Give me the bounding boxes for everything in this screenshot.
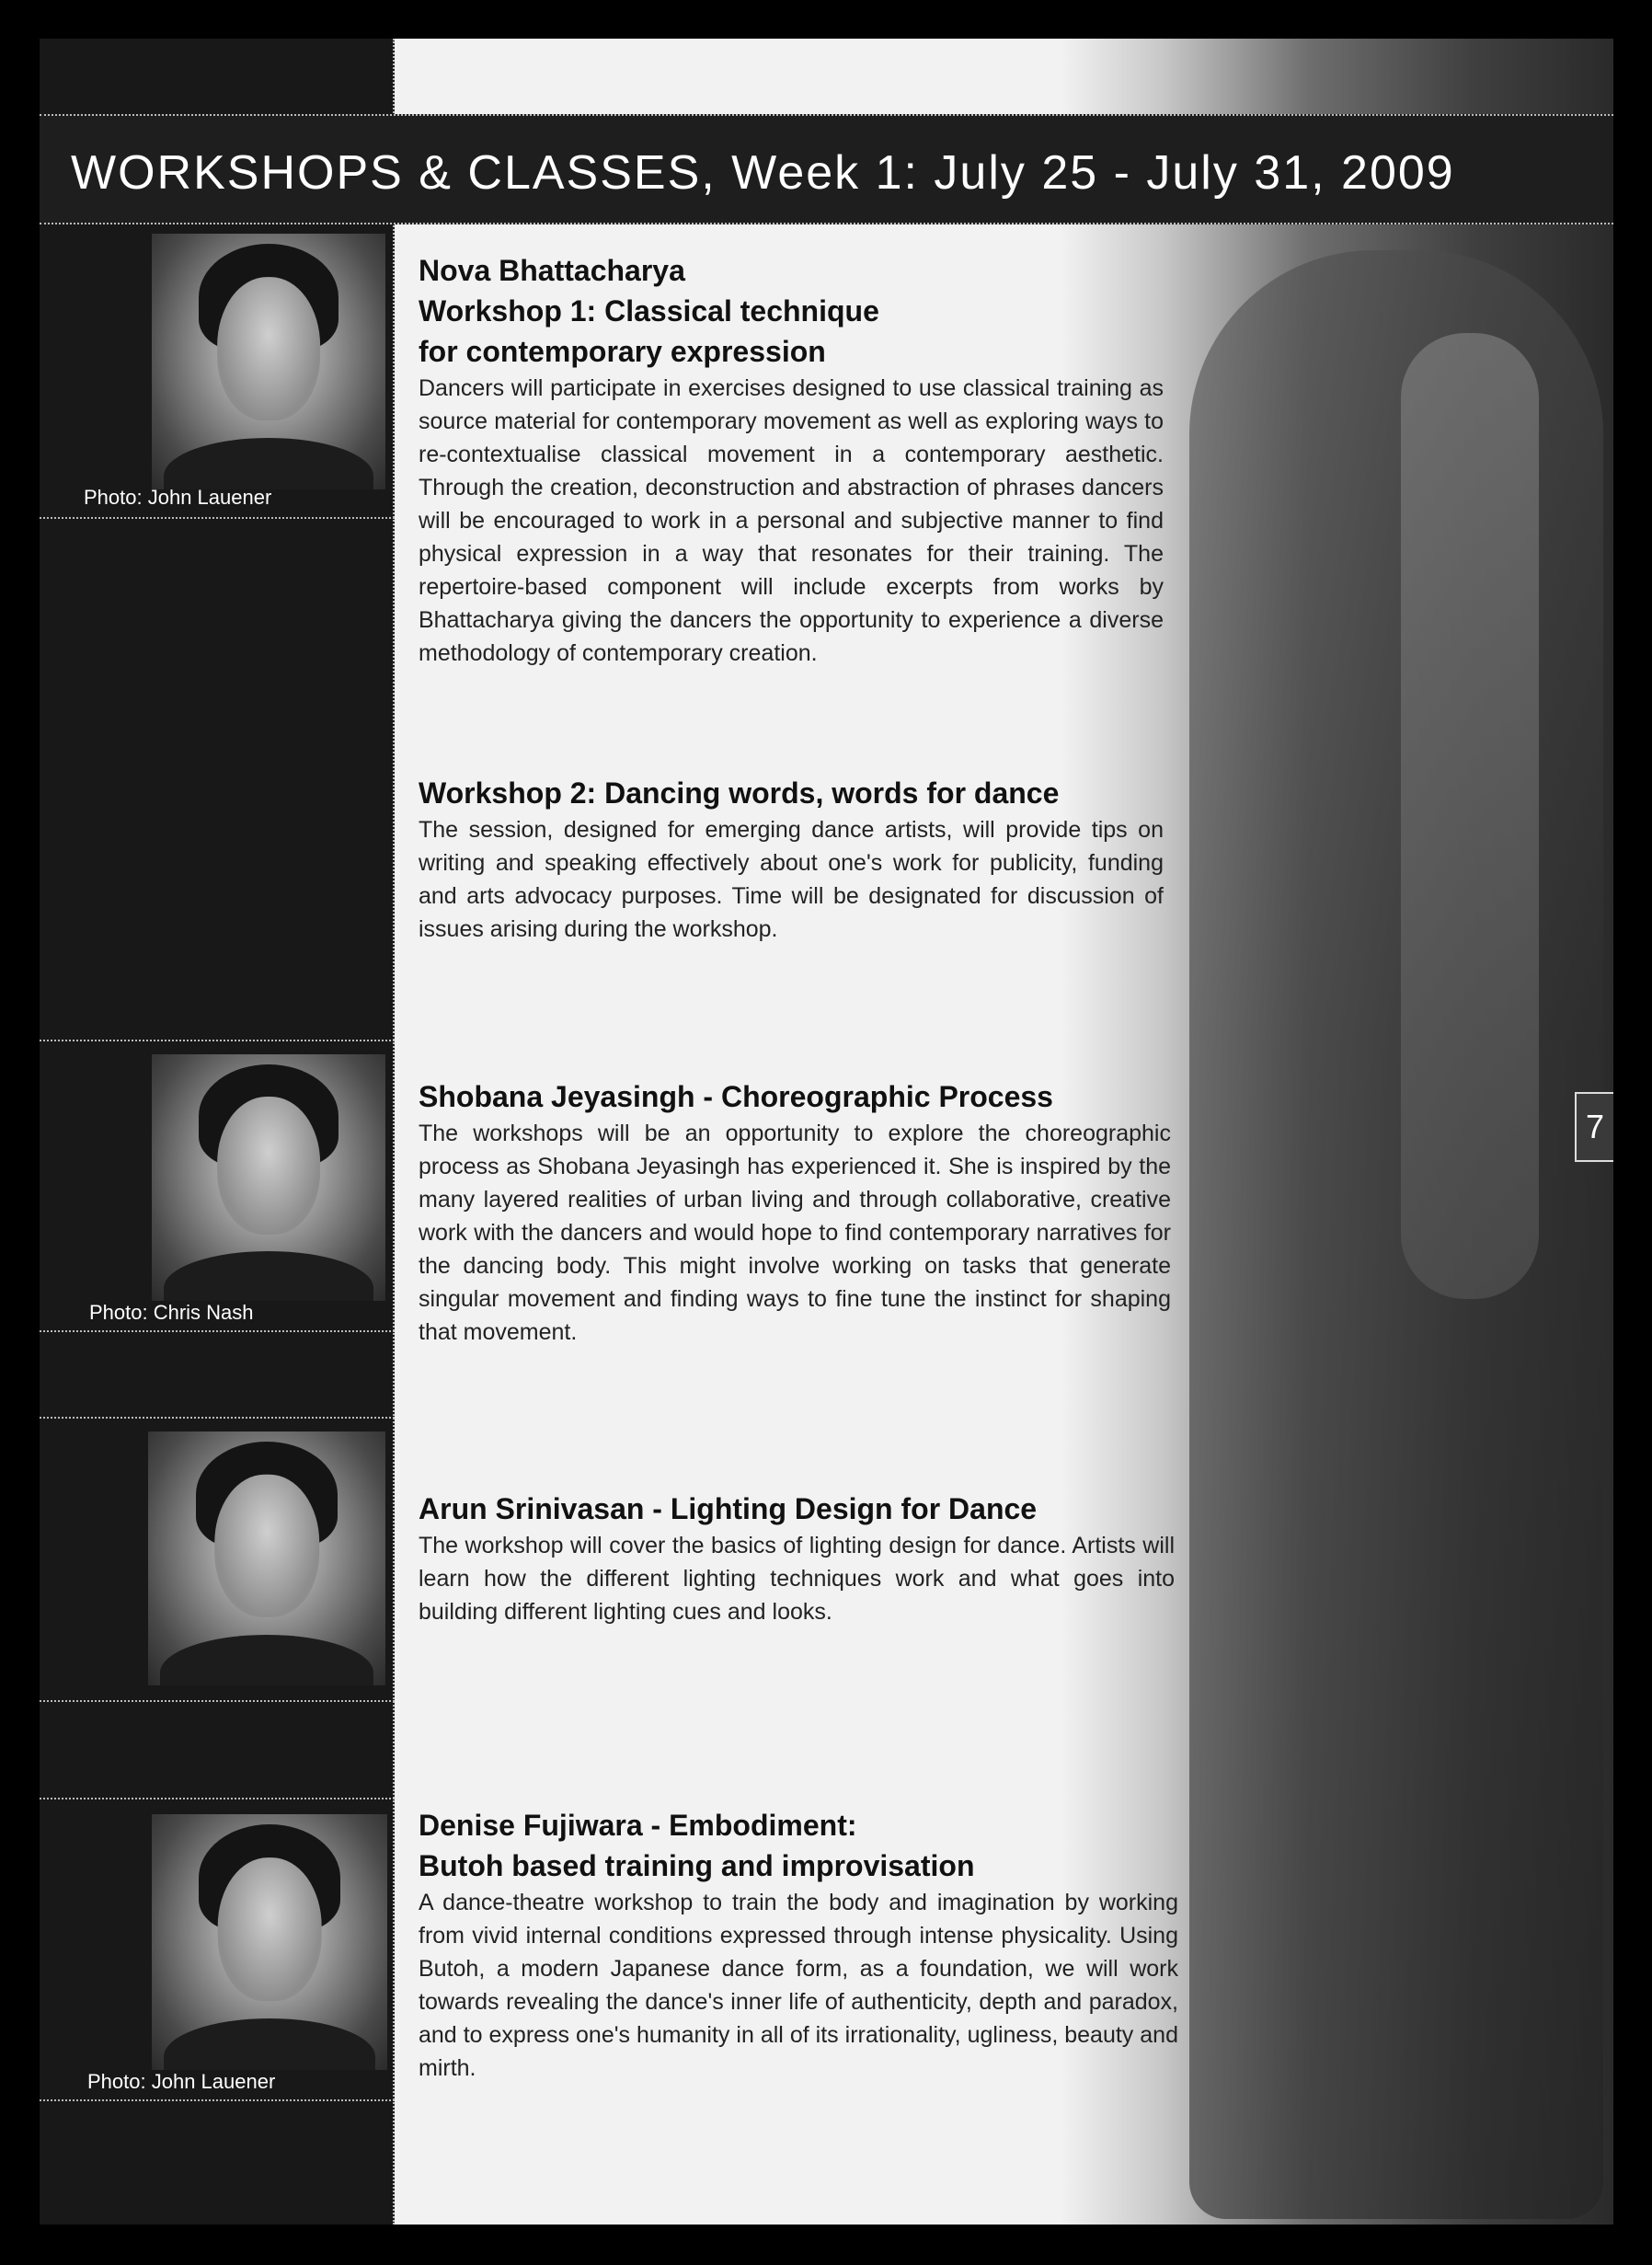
- section-shobana: [419, 1076, 1171, 1349]
- section-denise: [419, 1805, 1178, 2085]
- section-body: A dance-theatre workshop to train the body and imagination by working from vivid internal conditions expressed through intense physicality. Using Butoh, a modern Japanese dance form, as a foundation, we will work towards revealing the dance's inner life of authenticity, depth and paradox, and to express one's humanity in all of its irrationality, ugliness, beauty and mirth.: [419, 1890, 1178, 2081]
- section-body: The workshop will cover the basics of lighting design for dance. Artists will learn how the different lighting techniques work and what goes into building different lighting cues and looks.: [419, 1533, 1175, 1625]
- dancer-figure: [1189, 250, 1603, 2219]
- section-title-line1: Denise Fujiwara - Embodiment:: [419, 1809, 857, 1842]
- section-body: Dancers will participate in exercises designed to use classical training as source material for contemporary movement as well as exploring ways to re-contextualise classical movement in a contemporary aesthetic. Through the creation, deconstruction and abstraction of phrases dancers will be encouraged to work in a personal and subjective manner to find physical expression in a way that resonates for their training. The repertoire-based component will include excerpts from works by Bhattacharya giving the dancers the opportunity to experience a diverse methodology of contemporary creation.: [419, 375, 1164, 666]
- portrait-shoulders: [160, 1635, 373, 1685]
- section-title: Arun Srinivasan - Lighting Design for Dance: [419, 1492, 1038, 1525]
- section-title-line1: Workshop 1: Classical technique: [419, 294, 879, 328]
- photo-credit-nova: Photo: John Lauener: [84, 486, 272, 509]
- divider: [40, 1040, 395, 1041]
- divider: [40, 1798, 395, 1799]
- section-title: Shobana Jeyasingh - Choreographic Process: [419, 1080, 1053, 1113]
- section-title: Workshop 2: Dancing words, words for dance: [419, 776, 1060, 810]
- section-nova-workshop-2: [419, 773, 1164, 946]
- section-arun: [419, 1489, 1175, 1628]
- section-title-line2: for contemporary expression: [419, 335, 826, 368]
- portrait-face: [217, 277, 320, 420]
- dancer-arm: [1401, 333, 1539, 1299]
- photo-credit-shobana: Photo: Chris Nash: [89, 1301, 254, 1324]
- page-title: WORKSHOPS & CLASSES, Week 1: July 25 - July 31, 2009: [71, 146, 1455, 200]
- portrait-face: [218, 1857, 322, 2001]
- portrait-nova-bhattacharya: [152, 234, 385, 489]
- portrait-face: [214, 1475, 319, 1617]
- portrait-shoulders: [164, 2018, 375, 2070]
- portrait-denise-fujiwara: [152, 1814, 387, 2070]
- brochure-page: [40, 39, 1613, 2225]
- divider: [40, 1330, 395, 1332]
- page-number: 7: [1575, 1092, 1613, 1162]
- section-name: Nova Bhattacharya: [419, 254, 685, 287]
- portrait-shoulders: [164, 438, 374, 489]
- divider: [40, 517, 395, 519]
- section-title-line2: Butoh based training and improvisation: [419, 1849, 975, 1882]
- divider: [40, 2099, 395, 2101]
- portrait-shoulders: [164, 1251, 374, 1301]
- divider: [40, 1417, 395, 1419]
- section-body: The workshops will be an opportunity to explore the choreographic process as Shobana Jeyasingh has experienced it. She is inspired by the many layered realities of urban living and through collaborative, creative work with the dancers and would hope to find contemporary narratives for the dancing body. This might involve working on tasks that generate singular movement and finding ways to fine tune the instinct for shaping that movement.: [419, 1121, 1171, 1345]
- divider: [40, 1700, 395, 1702]
- portrait-face: [217, 1097, 320, 1235]
- section-body: The session, designed for emerging dance artists, will provide tips on writing and speaking effectively about one's work for publicity, funding and arts advocacy purposes. Time will be designated for discussion of issues arising during the workshop.: [419, 817, 1164, 942]
- portrait-arun-srinivasan: [148, 1431, 385, 1685]
- portrait-shobana-jeyasingh: [152, 1054, 385, 1301]
- photo-credit-denise: Photo: John Lauener: [87, 2070, 276, 2093]
- section-nova-workshop-1: [419, 250, 1164, 670]
